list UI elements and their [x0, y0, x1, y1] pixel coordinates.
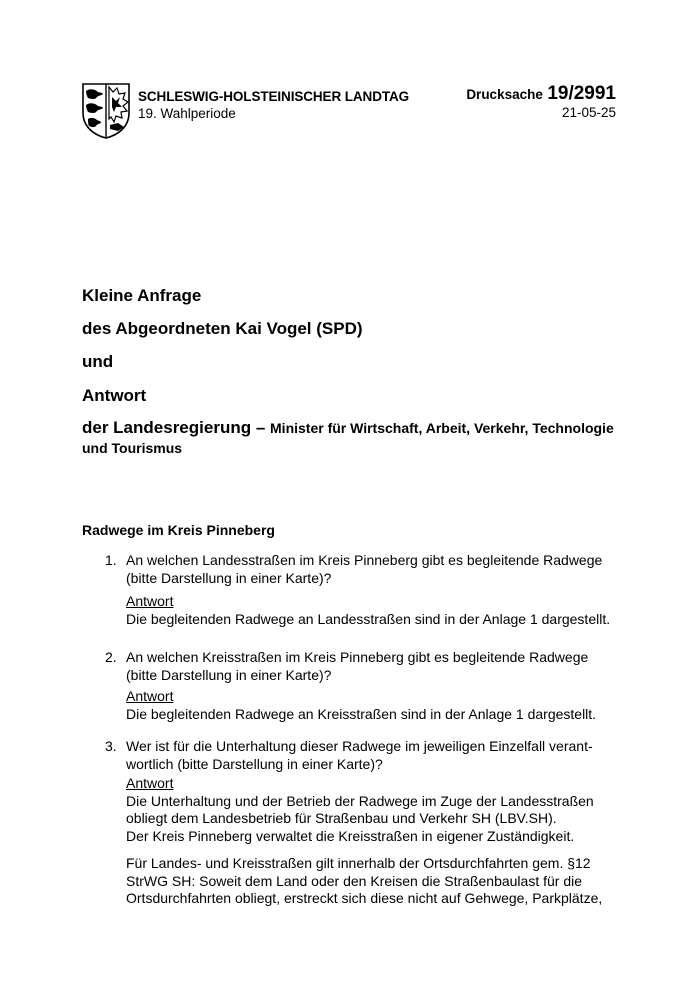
title-und: und [82, 352, 114, 371]
title-author: des Abgeordneten Kai Vogel (SPD) [82, 319, 363, 338]
question-text [126, 649, 626, 684]
answer-label: Antwort [126, 688, 174, 704]
answer-line: StrWG SH: Soweit dem Land oder den Kreisen die Straßenbaulast für die [126, 872, 583, 889]
answer-1 [126, 593, 626, 628]
section-title: Radwege im Kreis Pinneberg [82, 522, 275, 538]
question-text [126, 738, 626, 773]
question-line: wortlich (bitte Darstellung in einer Karte)? [126, 755, 383, 772]
title-landesregierung [82, 418, 622, 458]
drucksache-label: Drucksache [466, 87, 543, 102]
answer-line: Die begleitenden Radwege an Kreisstraßen sind in der Anlage 1 dargestellt. [126, 705, 597, 722]
answer-3 [126, 775, 626, 845]
answer-3-paragraph-2 [126, 855, 626, 908]
answer-2 [126, 688, 626, 723]
header-right [466, 84, 616, 120]
document-date: 21-05-25 [561, 105, 616, 120]
parliament-name: SCHLESWIG-HOLSTEINISCHER LANDTAG [138, 89, 410, 104]
title-kleine-anfrage: Kleine Anfrage [82, 286, 202, 305]
schleswig-holstein-coat-of-arms-icon [82, 83, 130, 139]
title-landesregierung-main: der Landesregierung – [82, 418, 266, 437]
answer-line: obliegt dem Landesbetrieb für Straßenbau und Verkehr SH (LBV.SH). [126, 810, 557, 826]
title-ministry: Minister für Wirtschaft, Arbeit, Verkehr, Technologie und Tourismus [82, 420, 614, 456]
question-line: (bitte Darstellung in einer Karte)? [126, 666, 332, 683]
title-antwort: Antwort [82, 386, 147, 405]
answer-line: Die Unterhaltung und der Betrieb der Radwege im Zuge der Landesstraßen [126, 792, 594, 809]
legislative-period: 19. Wahlperiode [138, 106, 236, 121]
answer-label: Antwort [126, 593, 174, 609]
answer-line: Für Landes- und Kreisstraßen gilt innerhalb der Ortsdurchfahrten gem. §12 [126, 855, 591, 871]
question-line: An welchen Landesstraßen im Kreis Pinneberg gibt es begleitende Radwege [126, 552, 603, 568]
header-left [138, 88, 409, 122]
answer-line: Der Kreis Pinneberg verwaltet die Kreisstraßen in eigener Zuständigkeit. [126, 827, 575, 844]
question-line: Wer ist für die Unterhaltung dieser Radwege im jeweiligen Einzelfall verant- [126, 738, 593, 754]
drucksache-number: 19/2991 [547, 83, 616, 104]
question-number: 2. [105, 649, 117, 665]
question-text [126, 552, 626, 587]
question-line: (bitte Darstellung in einer Karte)? [126, 569, 332, 586]
question-number: 1. [105, 552, 117, 568]
answer-line: Ortsdurchfahrten obliegt, erstreckt sich diese nicht auf Gehwege, Parkplätze, [126, 890, 603, 906]
answer-label: Antwort [126, 775, 174, 791]
answer-line: Die begleitenden Radwege an Landesstraßen sind in der Anlage 1 dargestellt. [126, 610, 611, 627]
question-number: 3. [105, 738, 117, 754]
question-line: An welchen Kreisstraßen im Kreis Pinneberg gibt es begleitende Radwege [126, 649, 589, 665]
